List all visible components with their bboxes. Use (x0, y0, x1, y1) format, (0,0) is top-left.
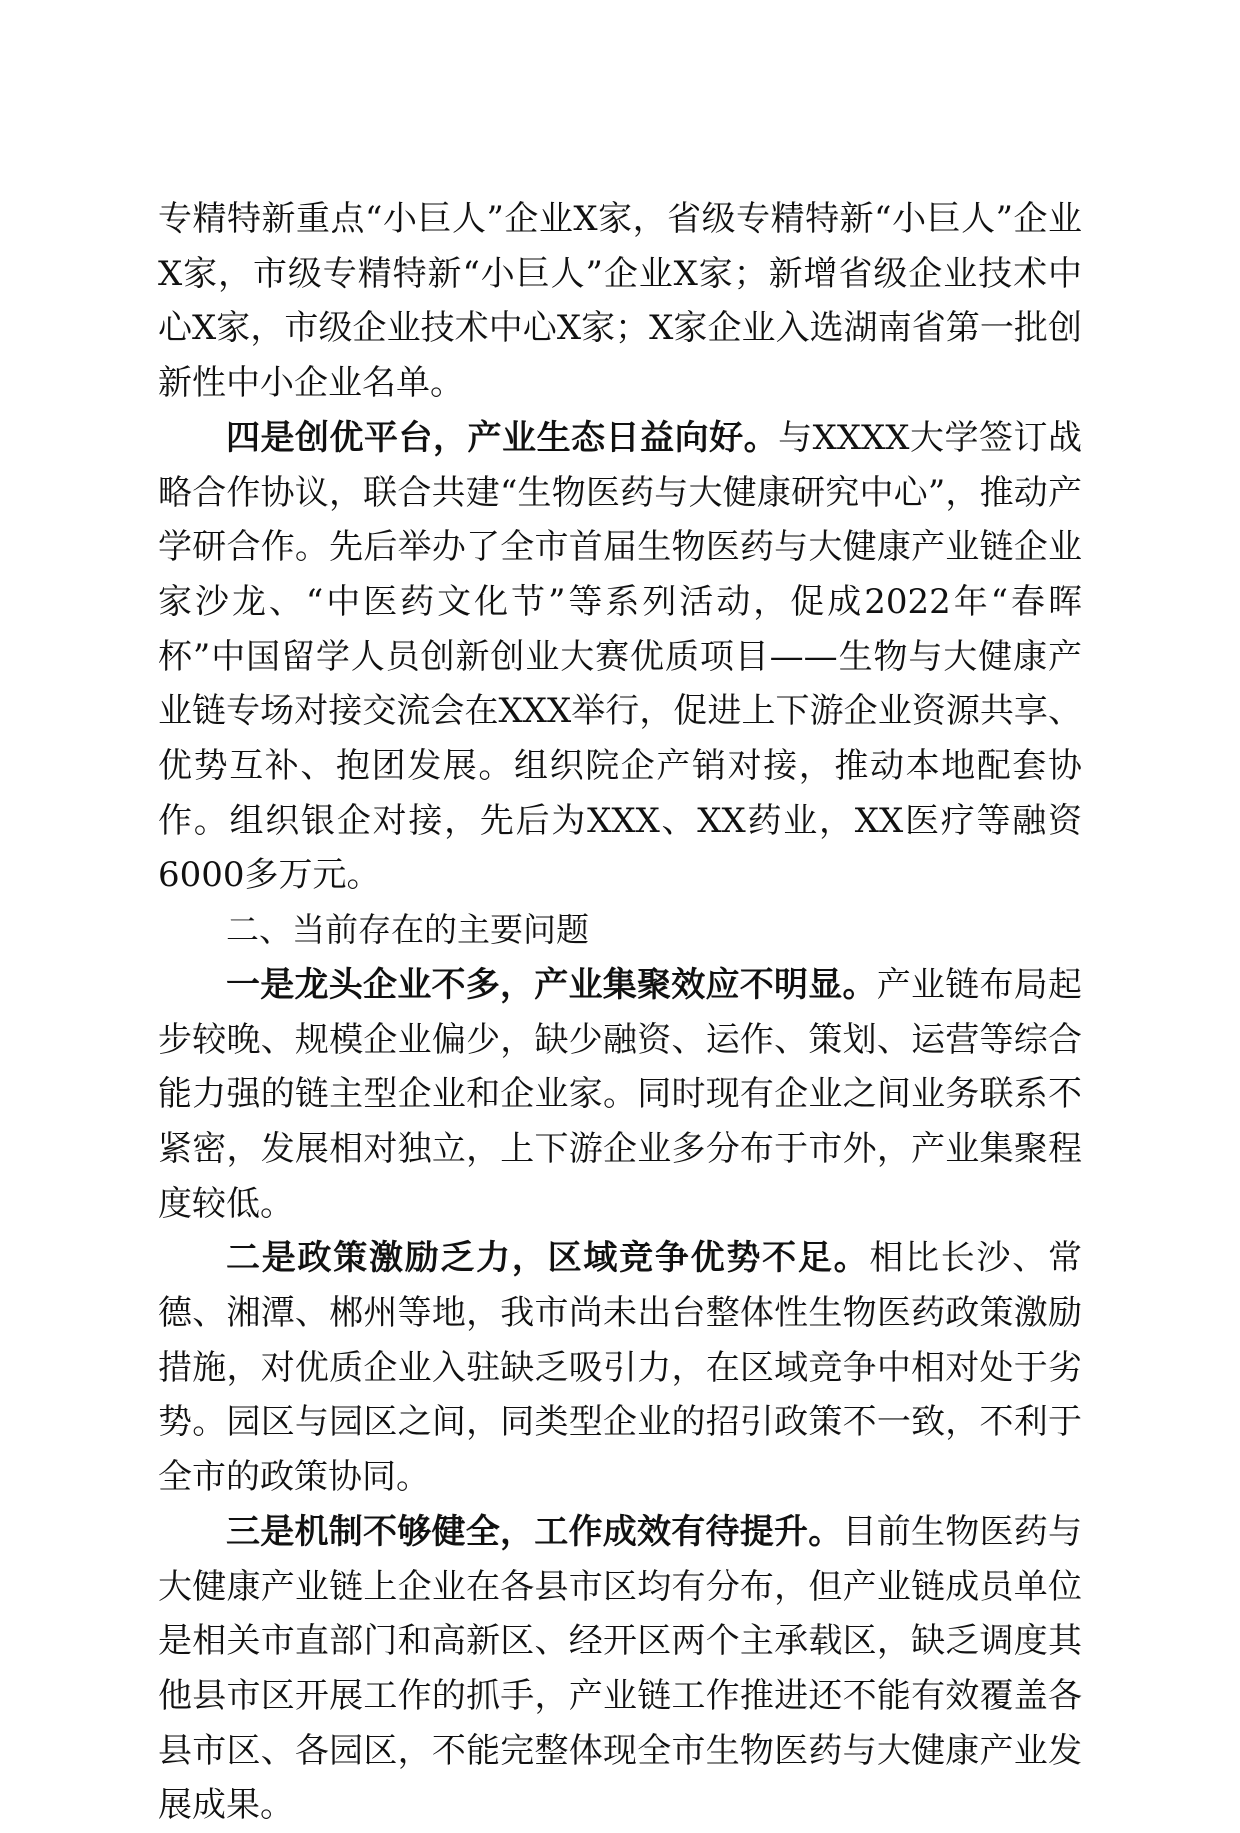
paragraph-point-three (158, 1505, 1082, 1833)
paragraph-lead: 四是创优平台，产业生态日益向好。 (226, 417, 779, 458)
section-heading: 二、当前存在的主要问题 (226, 910, 589, 950)
paragraph-body: 与XXXX大学签订战略合作协议，联合共建“生物医药与大健康研究中心”，推动产学研合作。先后举办了全市首届生物医药与大健康产业链企业家沙龙、“中医药文化节”等系列活动，促成2022年“春晖杯”中国留学人员创新创业大赛优质项目——生物与大健康产业链专场对接交流会在XXX举行，促进上下游企业资源共享、优势互补、抱团发展。组织院企产销对接，推动本地配套协作。组织银企对接，先后为XXX、XX药业，XX医疗等融资6000多万元。 (158, 417, 1082, 896)
paragraph-body: 相比长沙、常德、湘潭、郴州等地，我市尚未出台整体性生物医药政策激励措施，对优质企业入驻缺乏吸引力，在区域竞争中相对处于劣势。园区与园区之间，同类型企业的招引政策不一致，不利于全市的政策协同。 (158, 1238, 1083, 1498)
document-page (158, 192, 1082, 1833)
paragraph-point-four (158, 411, 1082, 903)
paragraph-continuation: 专精特新重点“小巨人”企业X家，省级专精特新“小巨人”企业X家，市级专精特新“小巨人”企业X家；新增省级企业技术中心X家，市级企业技术中心X家；X家企业入选湖南省第一批创新性中小企业名单。 (158, 199, 1082, 404)
paragraph-point-two (158, 1231, 1082, 1505)
paragraph-lead: 三是机制不够健全，工作成效有待提升。 (226, 1511, 843, 1552)
paragraph-body: 产业链布局起步较晚、规模企业偏少，缺少融资、运作、策划、运营等综合能力强的链主型企业和企业家。同时现有企业之间业务联系不紧密，发展相对独立，上下游企业多分布于市外，产业集聚程度较低。 (158, 964, 1082, 1224)
paragraph-lead: 二是政策激励乏力，区域竞争优势不足。 (226, 1238, 870, 1279)
paragraph-point-one (158, 958, 1082, 1232)
paragraph-body: 目前生物医药与大健康产业链上企业在各县市区均有分布，但产业链成员单位是相关市直部门和高新区、经开区两个主承载区，缺乏调度其他县市区开展工作的抓手，产业链工作推进还不能有效覆盖各县市区、各园区，不能完整体现全市生物医药与大健康产业发展成果。 (158, 1511, 1082, 1826)
paragraph-lead: 一是龙头企业不多，产业集聚效应不明显。 (226, 964, 877, 1005)
